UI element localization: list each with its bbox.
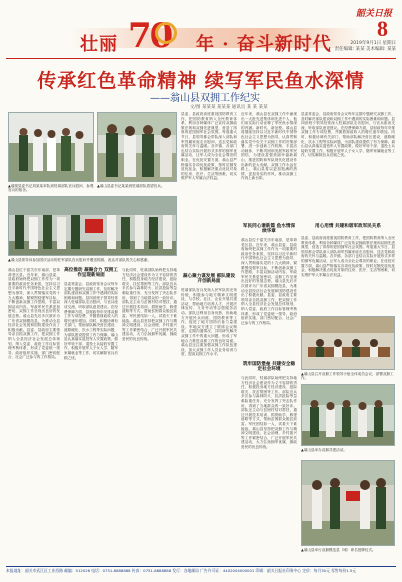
body-column-7: 翁山县位于韶关市东南部，是革命老区县。近年来，翁山县委、县政府始终把双拥工作作为一项重要的政治任务来抓，坚持以习近平新时代中国特色社会主义思想为指导，深入贯彻落实党的十九大精神，紧紧围绕强军目标，不断创新双拥工作思路，丰富双拥活动内容，军政军民关系更加密切，双拥工作呈现出良好的发展态势。翁山县先后多次被评为广东省双拥模范县，为推动全县经济社会发展和国防建设作出了积极贡献。县委、县政府主要领导亲自抓双拥工作，把双拥工作纳入全县经济社会发展总体规划，纳入党委、政府工作目标管理考核体系，形成了党委统一领导、政府组织实施、部门密切配合、社会广泛参与的工作格局。 xyxy=(241,238,297,325)
footer-info: 本报地址：韶关市武江区工业西路 邮编：512026 电话：0751-8888888 传真：0751-8888888 发行：各地邮局 广告许可证：4402004000001 印刷：韶关日报社印务中心 定价：每月30元 零售每份1.5元 xyxy=(6,568,357,573)
byline: 文/图 某某某 某某某 通讯员 某 某 某某 xyxy=(190,105,268,110)
body-column-6: 近年来，翁山县在双拥工作中涌现出一大批先进集体和先进个人，他们用实际行动诠释了军民鱼水情深的内涵。新时代，新征程。翁山县将继续坚持以习近平新时代中国特色社会主义思想为指导，认真贯彻落实党中央关于双拥工作的决策部署，进一步创新工作机制，丰富活动载体，不断巩固和发展军政军民团结，为建设富强美丽幸福新翁山、推进国防和军队现代化建设作出新的更大贡献。双拥工作永远在路上，翁山县将以更加饱满的热情、更加务实的作风，推动双拥工作再上新台阶。 xyxy=(241,112,297,181)
section-title-4: 筑牢国防堡垒 共建安全稳定社会环境 xyxy=(242,362,296,373)
body-column-9: 县委常委会、县政府常务会议每年定期专题研究双拥工作，及时解决部队建设和双拥工作中遇到的实际困难和问题。县四套班子领导经常深入驻翁部队走访慰问，与官兵座谈交流，听取部队意见建议。在经费保障方面，县财政每年安排双拥工作专项经费，并随着财政收入的增长逐年增加。同时，积极协调有关部门，帮助部队解决营区建设、道路硬化、饮水工程等实际问题，为部队建设提供了有力保障。翁山县认真落实退役军人安置政策，做好军转干部、退役士兵接收安置工作，积极开展军人子女入学、随军家属就业等工作，切实解除官兵后顾之忧。 xyxy=(301,112,395,158)
photo-meeting-image xyxy=(302,317,395,370)
photo-award-ceremony xyxy=(301,460,395,546)
photo-joint-activity-image xyxy=(302,385,395,446)
photo-meeting xyxy=(301,316,395,370)
body-column-10: 县委、县政府高度重视国防教育工作，把国防教育纳入全民教育体系，利用各种媒体广泛宣传双拥政策法规和双拥先进典型，营造了浓厚的爱国拥军社会氛围。每逢重大节日，县领导都会带队深入部队和军烈属家庭走访慰问，送去党和政府的关怀与温暖。各乡镇、各部门也结合实际开展形式多样的拥军优属活动，让军人成为全社会尊崇的职业。在优抚安置方面，翁山县严格落实各项优抚政策，按时足额发放优抚金，积极解决重点优抚对象的住房、医疗、生活等困难，切实维护军人军属合法权益。 xyxy=(301,236,395,277)
photo-award-ceremony-caption: ▲翁山县举行双拥模范县（城）命名授牌仪式。 xyxy=(301,548,376,552)
photo-joint-activity xyxy=(301,384,395,446)
photo-joint-activity-caption: ▲翁山县举办双拥共建活动。 xyxy=(301,448,347,452)
masthead xyxy=(0,0,402,62)
footer-rule xyxy=(6,566,396,567)
page-number: 8 xyxy=(377,16,388,41)
photo-meeting-caption: ▲翁山县召开双拥工作领导小组全体成员会议，部署双拥工作。 xyxy=(301,372,394,381)
section-title-5: 用心用情 共建和谐军政军民关系 xyxy=(315,224,381,229)
body-column-1: 翁山县位于韶关市东南部，是革命老区县。近年来，翁山县委、县政府始终把双拥工作作为一项重要的政治任务来抓，坚持以习近平新时代中国特色社会主义思想为指导，深入贯彻落实党的十九大精神，紧紧围绕强军目标，不断创新双拥工作思路，丰富双拥活动内容，军政军民关系更加密切，双拥工作呈现出良好的发展态势。翁山县先后多次被评为广东省双拥模范县，为推动全县经济社会发展和国防建设作出了积极贡献。县委、县政府主要领导亲自抓双拥工作，把双拥工作纳入全县经济社会发展总体规划，纳入党委、政府工作目标管理考核体系，形成了党委统一领导、政府组织实施、部门密切配合、社会广泛参与的工作格局。 xyxy=(8,268,60,360)
photo-soldiers-image xyxy=(98,113,177,182)
photo-group-ceremony-caption: ▲翁山县领导向参加国庆活动的驻军部队官兵慰问并赠送锦旗，表达对部队的关心和感谢。 xyxy=(8,258,151,262)
section-title-1: 高位推动 凝聚合力 双拥工作呈现新局面 xyxy=(64,268,118,279)
banner-left-text: 壮丽 xyxy=(80,34,118,55)
photo-group-ceremony-image xyxy=(9,197,177,256)
banner-right-text: 年 · 奋斗新时代 xyxy=(196,34,332,55)
photo-visit-barracks xyxy=(8,112,94,182)
section-title-3: 军民同心谱新篇 鱼水情深续华章 xyxy=(242,224,296,235)
photo-visit-barracks-caption: ▲翁源县委书记刘某某率队到驻翁部队官兵慰问，参观官兵的宿舍。 xyxy=(8,184,94,193)
ring-emblem-icon xyxy=(155,22,177,44)
top-rule xyxy=(6,58,396,59)
headline: 传承红色革命精神 续写军民鱼水深情 xyxy=(37,70,365,92)
banner-seventy: 70 xyxy=(128,16,172,56)
subheadline: ——翁山县双拥工作纪实 xyxy=(150,93,260,104)
section-title-2: 凝心聚力谋发展 部队建设开创新局面 xyxy=(182,274,236,285)
photo-soldiers-caption: ▲翁山县委书记某某到驻翁部队看望官兵。 xyxy=(97,184,165,188)
photo-group-ceremony xyxy=(8,196,177,256)
photo-visit-barracks-image xyxy=(9,113,94,182)
body-column-8: 与此同时，驻翁部队始终把支持地方经济社会建设作为义不容辞的责任，积极投身地方经济建设、抢险救灾、扶贫帮困等工作。部队官兵多次参与森林防火、抗洪抢险等急难险重任务，充分发挥了突击队作用，得到了当地群众的一致好评。部队还主动与贫困村结对帮扶，通过开展技术培训、捐资助学、修建道路等方式，帮助贫困群众脱贫致富。军民团结如一人，试看天下谁能敌。翁山县坚持把双拥工作与精神文明建设、社会治理、乡村振兴等工作紧密结合，广泛开展军民共建活动，大力弘扬拥军优属、拥政爱民的优良传统。 xyxy=(241,376,297,449)
photo-soldiers xyxy=(97,112,177,182)
paper-name: 韶关日报 xyxy=(355,9,392,19)
body-column-2: 县委常委会、县政府常务会议每年定期专题研究双拥工作，及时解决部队建设和双拥工作中遇到的实际困难和问题。县四套班子领导经常深入驻翁部队走访慰问，与官兵座谈交流，听取部队意见建议。在经费保障方面，县财政每年安排双拥工作专项经费，并随着财政收入的增长逐年增加。同时，积极协调有关部门，帮助部队解决营区建设、道路硬化、饮水工程等实际问题，为部队建设提供了有力保障。翁山县认真落实退役军人安置政策，做好军转干部、退役士兵接收安置工作，积极开展军人子女入学、随军家属就业等工作，切实解除官兵后顾之忧。 xyxy=(64,282,118,360)
body-column-5: 驻翁部队官兵发扬人民军队的光荣传统，积极参与地方精神文明建设，与学校、社区、企业开展共建活动，帮助地方培养人才，开展法律宣传、义务劳动等志愿服务活动。部队还利用自身优势，协助地方开展民兵训练、国防教育等工作，促进了地方国防后备力量建设。军地双方建立了联席会议制度，定期沟通情况，共同研究解决双拥工作中的重大问题，形成了军地合力推进双拥工作的良好局面。翁山县还注重加强双拥工作队伍建设，加大双拥工作人员业务培训力度，提高双拥工作水平。 xyxy=(181,288,237,357)
photo-award-ceremony-image xyxy=(302,461,395,546)
issue-date: 2019年9月1日 星期日 xyxy=(350,41,396,46)
issue-editors: 责任编辑: 某某 美术编辑: 某某 xyxy=(334,47,396,52)
body-column-4: 县委、县政府高度重视国防教育工作，把国防教育纳入全民教育体系，利用各种媒体广泛宣传双拥政策法规和双拥先进典型，营造了浓厚的爱国拥军社会氛围。每逢重大节日，县领导都会带队深入部队和军烈属家庭走访慰问，送去党和政府的关怀与温暖。各乡镇、各部门也结合实际开展形式多样的拥军优属活动，让军人成为全社会尊崇的职业。在优抚安置方面，翁山县严格落实各项优抚政策，按时足额发放优抚金，积极解决重点优抚对象的住房、医疗、生活等困难，切实维护军人军属合法权益。 xyxy=(181,112,237,181)
body-column-3: 与此同时，驻翁部队始终把支持地方经济社会建设作为义不容辞的责任，积极投身地方经济建设、抢险救灾、扶贫帮困等工作。部队官兵多次参与森林防火、抗洪抢险等急难险重任务，充分发挥了突击队作用，得到了当地群众的一致好评。部队还主动与贫困村结对帮扶，通过开展技术培训、捐资助学、修建道路等方式，帮助贫困群众脱贫致富。军民团结如一人，试看天下谁能敌。翁山县坚持把双拥工作与精神文明建设、社会治理、乡村振兴等工作紧密结合，广泛开展军民共建活动，大力弘扬拥军优属、拥政爱民的优良传统。 xyxy=(122,268,177,341)
